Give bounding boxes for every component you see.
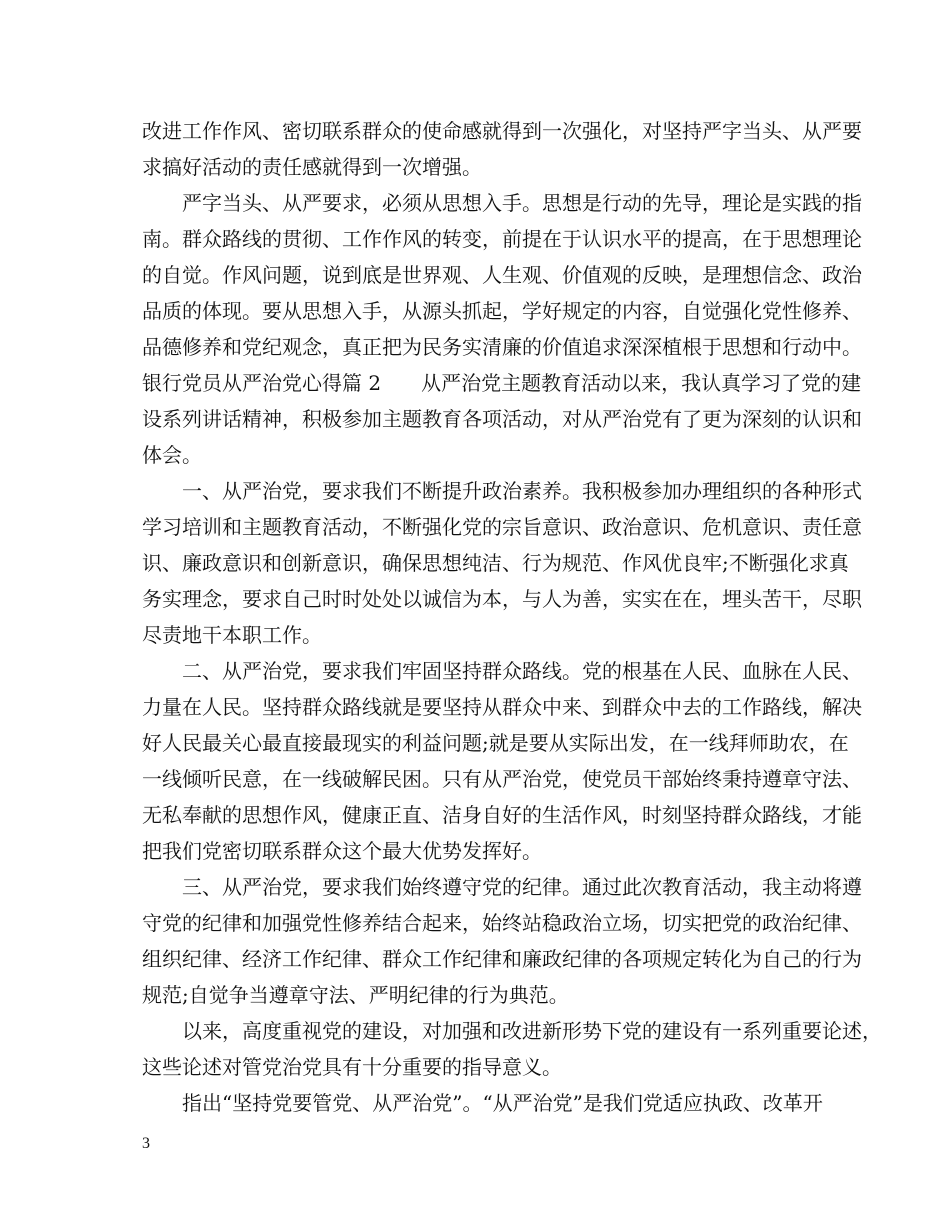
text-line: 力量在人民。坚持群众路线就是要坚持从群众中来、到群众中去的工作路线，解决 <box>142 695 862 719</box>
text-line: 识、廉政意识和创新意识，确保思想纯洁、行为规范、作风优良牢;不断强化求真 <box>142 551 849 575</box>
text-line: 一线倾听民意，在一线破解民困。只有从严治党，使党员干部始终秉持遵章守法、 <box>142 767 862 791</box>
text-line: 守党的纪律和加强党性修养结合起来，始终站稳政治立场，切实把党的政治纪律、 <box>142 911 862 935</box>
text-line: 品质的体现。要从思想入手，从源头抓起，学好规定的内容，自觉强化党性修养、 <box>142 299 862 323</box>
text-line: 二、从严治党，要求我们牢固坚持群众路线。党的根基在人民、血脉在人民、 <box>182 659 862 683</box>
text-line: 学习培训和主题教育活动，不断强化党的宗旨意识、政治意识、危机意识、责任意 <box>142 515 862 539</box>
text-line: 务实理念，要求自己时时处处以诚信为本，与人为善，实实在在，埋头苦干，尽职 <box>142 587 862 611</box>
text-line: 设系列讲话精神，积极参加主题教育各项活动，对从严治党有了更为深刻的认识和 <box>142 407 862 431</box>
text-line: 指出“坚持党要管党、从严治党”。“从严治党”是我们党适应执政、改革开 <box>182 1091 823 1115</box>
text-line: 改进工作作风、密切联系群众的使命感就得到一次强化，对坚持严字当头、从严要 <box>142 119 862 143</box>
page-number: 3 <box>142 1135 150 1152</box>
text-line: 求搞好活动的责任感就得到一次增强。 <box>142 155 482 179</box>
section-heading-line: 银行党员从严治党心得篇 2 从严治党主题教育活动以来，我认真学习了党的建 <box>142 371 862 395</box>
body-text <box>142 113 882 1121</box>
text-line: 三、从严治党，要求我们始终遵守党的纪律。通过此次教育活动，我主动将遵 <box>182 875 862 899</box>
text-line: 的自觉。作风问题，说到底是世界观、人生观、价值观的反映，是理想信念、政治 <box>142 263 862 287</box>
text-line: 尽责地干本职工作。 <box>142 623 322 647</box>
text-line: 把我们党密切联系群众这个最大优势发挥好。 <box>142 839 542 863</box>
text-line: 以来，高度重视党的建设，对加强和改进新形势下党的建设有一系列重要论述， <box>182 1019 882 1043</box>
text-line: 一、从严治党，要求我们不断提升政治素养。我积极参加办理组织的各种形式 <box>182 479 862 503</box>
text-line: 好人民最关心最直接最现实的利益问题;就是要从实际出发，在一线拜师助农，在 <box>142 731 849 755</box>
text-line: 品德修养和党纪观念，真正把为民务实清廉的价值追求深深植根于思想和行动中。 <box>142 335 862 359</box>
text-line: 这些论述对管党治党具有十分重要的指导意义。 <box>142 1055 562 1079</box>
text-line: 严字当头、从严要求，必须从思想入手。思想是行动的先导，理论是实践的指 <box>182 191 862 215</box>
text-line: 南。群众路线的贯彻、工作作风的转变，前提在于认识水平的提高，在于思想理论 <box>142 227 862 251</box>
text-line: 体会。 <box>142 443 202 467</box>
text-line: 规范;自觉争当遵章守法、严明纪律的行为典范。 <box>142 983 569 1007</box>
text-line: 无私奉献的思想作风，健康正直、洁身自好的生活作风，时刻坚持群众路线，才能 <box>142 803 862 827</box>
text-line: 组织纪律、经济工作纪律、群众工作纪律和廉政纪律的各项规定转化为自己的行为 <box>142 947 862 971</box>
